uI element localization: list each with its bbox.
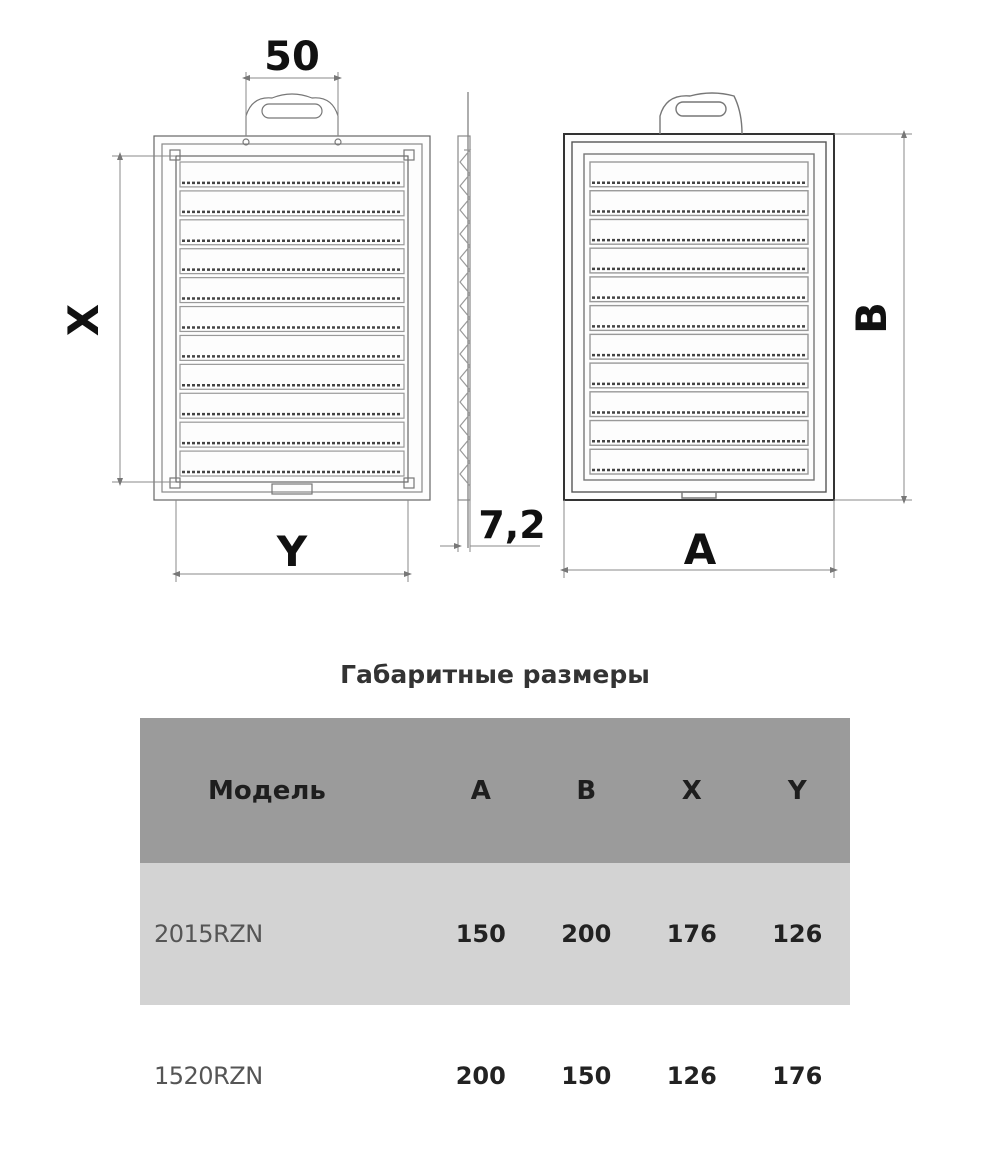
header-b: B [576, 775, 597, 806]
cell-b: 150 [561, 1062, 612, 1090]
table-row [140, 1005, 850, 1147]
side-profile [458, 92, 470, 548]
header-model: Модель [208, 775, 326, 806]
table-title: Габаритные размеры [340, 660, 650, 689]
dimensions-table [140, 718, 850, 1147]
header-a: A [470, 775, 491, 806]
cell-model: 2015RZN [154, 920, 263, 948]
dim-label-a: A [683, 525, 717, 574]
cell-y: 126 [772, 920, 823, 948]
cell-x: 176 [666, 920, 717, 948]
cell-a: 200 [455, 1062, 506, 1090]
header-x: X [681, 775, 702, 806]
dim-label-50: 50 [264, 34, 320, 80]
table-header-row [140, 718, 850, 863]
table-row [140, 863, 850, 1005]
cell-y: 176 [772, 1062, 823, 1090]
front-view [154, 94, 430, 500]
back-view [564, 93, 834, 500]
cell-b: 200 [561, 920, 612, 948]
dim-label-depth: 7,2 [478, 503, 546, 547]
dim-label-x: X [59, 303, 108, 337]
cell-a: 150 [455, 920, 506, 948]
header-y: Y [787, 775, 807, 806]
cell-x: 126 [666, 1062, 717, 1090]
dim-label-b: B [847, 301, 896, 335]
cell-model: 1520RZN [154, 1062, 263, 1090]
dim-label-y: Y [276, 527, 308, 576]
